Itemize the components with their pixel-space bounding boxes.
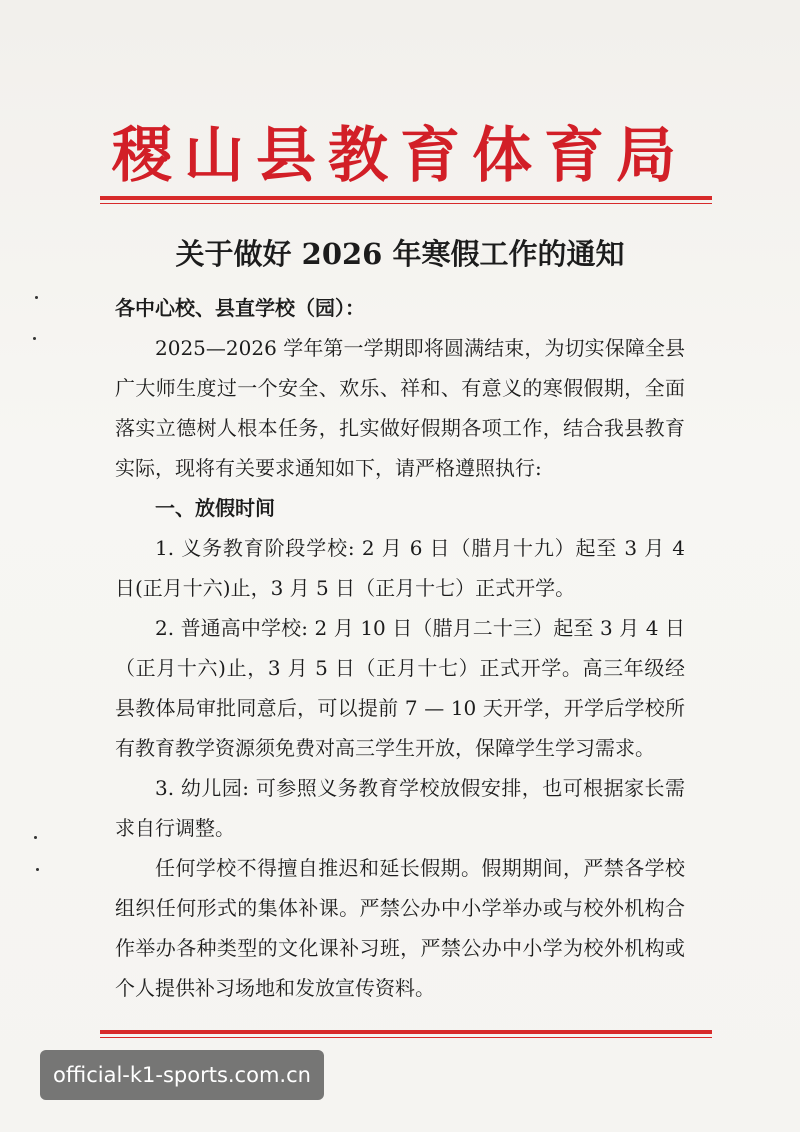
salutation: 各中心校、县直学校（园）： [115,296,365,320]
scan-speck [35,296,38,299]
scan-speck [36,868,39,871]
letterhead-title: 稷山县教育体育局 [112,121,688,191]
paragraph-kindergarten: 3. 幼儿园: 可参照义务教育学校放假安排，也可根据家长需求自行调整。 [115,776,685,840]
paragraph-compulsory-education: 1. 义务教育阶段学校: 2 月 6 日（腊月十九）起至 3 月 4 日(正月十六)止，3 月 5 日（正月十七）正式开学。 [115,536,685,600]
letterhead-red-rule [100,196,712,200]
paragraph-intro: 2025—2026 学年第一学期即将圆满结束，为切实保障全县广大师生度过一个安全、欢乐、祥和、有意义的寒假假期，全面落实立德树人根本任务，扎实做好假期各项工作，结合我县教育实际，现将有关要求通知如下，请严格遵照执行: [115,336,685,480]
watermark-text: official-k1-sports.com.cn [53,1063,311,1087]
letterhead-red-rule-thin [100,203,712,204]
paragraph-high-school: 2. 普通高中学校: 2 月 10 日（腊月二十三）起至 3 月 4 日（正月十六)止，3 月 5 日（正月十七）正式开学。高三年级经县教体局审批同意后，可以提前 7 — 10 天开学，开学后学校所有教育教学资源须免费对高三学生开放，保障学生学习需求。 [115,616,685,760]
notice-body [115,288,685,1008]
watermark-badge [40,1050,324,1100]
scan-speck [34,836,37,839]
section-heading-holiday-time: 一、放假时间 [155,496,275,520]
footer-red-rule [100,1030,712,1034]
paragraph-prohibitions: 任何学校不得擅自推迟和延长假期。假期期间，严禁各学校组织任何形式的集体补课。严禁公办中小学举办或与校外机构合作举办各种类型的文化课补习班，严禁公办中小学为校外机构或个人提供补习场地和发放宣传资料。 [115,856,685,1000]
scan-speck [33,337,36,340]
footer-red-rule-thin [100,1037,712,1038]
notice-title: 关于做好 2026 年寒假工作的通知 [175,237,625,271]
